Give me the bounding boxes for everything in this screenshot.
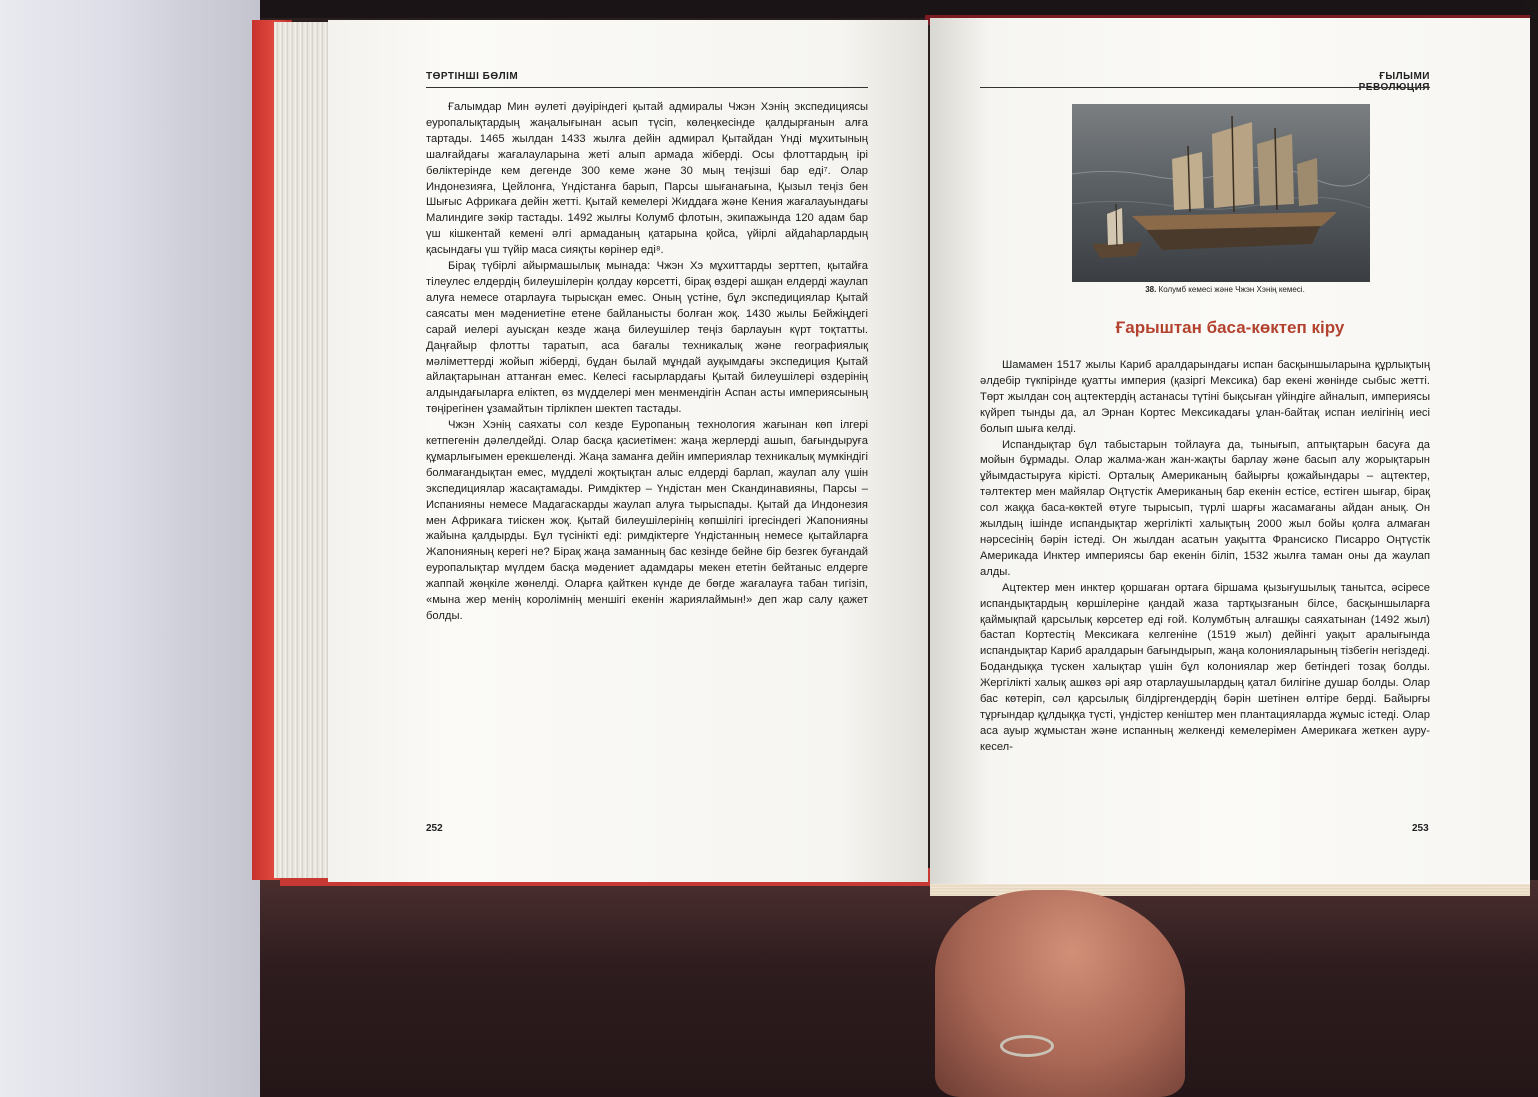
paragraph: Шамамен 1517 жылы Кариб аралдарындағы испан басқыншыларына құрлықтың әлдебір түкпірінде қуатты империя (қазіргі Мексика) бар екені жөнінде сыбыс жетті. Төрт жылдан соң ацтектердің астанасы түтіні бықсыған үйіндіге айналып, империясы күйреп тынды да, ал Эрнан Кортес Мексикадағы ұлан-байтақ испан иелігінің иесі болып шыға келді. — [980, 359, 1430, 435]
page-number-right: 253 — [1412, 823, 1429, 834]
left-page — [328, 20, 928, 882]
page-number-left: 252 — [426, 823, 443, 834]
figure-caption — [1030, 285, 1420, 294]
ring-image — [1000, 1035, 1054, 1057]
paragraph: Ацтектер мен инктер қоршаған ортаға біршама қызығушылық танытса, әсіресе испандықтардың көршілеріне қандай жаза тартқызғанын білсе, басқыншыларға қаймықпай қарсылық көрсетер еді ғой. Колумбтың алғашқы саяхатынан (1492 жыл) бастап Кортестің Мексикаға келгеніне (1519 жыл) дейінгі уақыт аралығында испандықтар Кариб аралдарын бағындырып, жаңа колонияларының тізбегін негіздеді. Бодандыққа түскен халықтар үшін бұл колониялар жер бетіндегі тозақ болды. Жергілікті халық ашкөз әрі аяр отарлаушылардың қатал билігіне душар болды. Олар бас көтеріп, сәл қарсылық білдіргендердің бәрін шетінен өлтіре берді. Байырғы тұрғындар құлдыққа түсті, үндістер кеніштер мен плантацияларда жұмыс істеді. Олар аса ауыр жұмыстан және испанның желкенді кемелерімен Америкаға жеткен ауру-кесел- — [980, 581, 1430, 753]
paragraph: Ғалымдар Мин әулеті дәуіріндегі қытай адмиралы Чжэн Хэнің экспедициясы еуропалықтардың жаңалығынан асып түсіп, көлеңкесінде қалдырғанын алға тартады. 1465 жылдан 1433 жылға дейін адмирал Қытайдан Үнді мұхитының шалғайдағы жағалауларына жеті алып армада жіберді. Осы флоттардың ірі бөліктерінде кем дегенде 300 кеме және 30 мың теңізші бар еді⁷. Олар Индонезияға, Цейлонға, Үндістанға барып, Парсы шығанағына, Қызыл теңіз бен Шығыс Африкаға дейін жетті. Қытай кемелері Жиддаға және Кения жағалауындағы Малиндиге зәкір тастады. 1492 жылғы Колумб флотын, экипажында 120 адам бар үш кішкентай кемені әлгі армаданың қатарына қойса, үйірлі айдаһарлардың қасындағы үш түйір маса сияқты көрінер еді⁸. — [426, 101, 868, 257]
figure-caption-text: Колумб кемесі және Чжэн Хэнің кемесі. — [1158, 285, 1305, 294]
running-head-left: ТӨРТІНШІ БӨЛІМ — [426, 71, 519, 82]
hand-image — [935, 890, 1185, 1097]
right-page — [930, 18, 1530, 884]
background-bottom — [260, 880, 1538, 1097]
section-title: Ғарыштан баса-көктеп кіру — [1115, 318, 1345, 337]
ships-image — [1072, 104, 1370, 282]
running-head-right: ҒЫЛЫМИ — [1379, 71, 1430, 82]
book-page-edges — [274, 22, 328, 878]
paragraph: Чжэн Хэнің саяхаты сол кезде Еуропаның технология жағынан көп ілгері кетпегенін дәлелдейді. Олар басқа қасиетімен: жаңа жерлерді ашып, бағындыруға құмарлығымен ерекшеленді. Жаңа заманға дейін империялар техникалық мүмкіндігі болмағандықтан емес, мүдделі жоқтықтан алыс елдерді барлап, жаулап алу үшін экспедициялар жасақтамады. Римдіктер – Үндістан мен Скандинавияны, Парсы – Испанияны немесе Мадагаскарды жаулап алуға тырыспады. Қытай да Индонезия мен Африкаға тиіскен жоқ. Қытай билеушілерінің көпшілігі іргесіндегі Жапонияны жайына қалдырды. Бұл түсінікті еді: римдіктерге Үндістанның немесе қытайларға Жапонияның керегі не? Бірақ жаңа заманның бас кезінде бейне бір безгек буғандай еуропалықтар мүлдем басқа мәдениет адамдары мекен ететін бейтаныс елдерге жаппай жөңкіле жөнелді. Оларға қайткен күнде де бөгде жағалауға табан тигізіп, «мына жер менің королімнің меншігі екенін жариялаймын!» деп жар салу қажет болды. — [426, 419, 868, 622]
paragraph: Испандықтар бұл табыстарын тойлауға да, тынығып, аптықтарын басуға да мойын бұрмады. Олар жалма-жан жан-жақты барлау және басып алу жорықтарын ұйымдастыруға кірісті. Орталық Американың байырғы қожайындары – ацтектер, тәлтектер мен майялар Оңтүстік Американың бар екенін естісе, естіген шығар, бірақ сол жаққа баса-көктей өтуге тырысып, түрлі шарғы жасамағаны айдан анық. Он жылдың ішінде испандықтар жергілікті халықтың 2000 жыл бойы қолға алмаған нәрсесінің бәрін істеді. Он жылдан асатын уақытта Франсиско Писарро Оңтүстік Америкада Инктер империясы бар екенін біліп, 1532 жылға таман оны да жаулап алды. — [980, 438, 1430, 578]
background-left — [0, 0, 260, 1097]
header-rule — [426, 87, 868, 88]
right-text-column — [980, 358, 1430, 756]
figure-number: 38. — [1145, 285, 1157, 294]
paragraph: Бірақ түбірлі айырмашылық мынада: Чжэн Хэ мұхиттарды зерттеп, қытайға тілеулес елдердің билеушілерін қолдау көрсетті, бірақ өздері ашқан елдерді жаулап алуға немесе отарлауға тырысқан емес. Оның үстіне, бұл экспедициялар Қытай саясаты мен мәдениетіне етене байланысты болған жоқ. 1430 жылы Бейжіңдегі сарай иелері ауысқан кезде жаңа билеушілер теңіз барлауын күрт тоқтатты. Даңғайыр флотты таратып, аса бағалы техникалық және географиялық мәліметтерді жойып жіберді, бұдан былай мұндай ауқымдағы экспедиция Қытай айлақтарынан аттанған емес. Келесі ғасырлардағы Қытай билеушілері өздерінің алдындағыларға еліктеп, өз мүдделері мен менмендігін Аспан асты империясының төңірегінен ұзамайтын тірлікпен шектеп тастады. — [426, 260, 868, 416]
header-rule — [980, 87, 1430, 88]
left-text-column — [426, 100, 868, 625]
ships-illustration — [1072, 104, 1370, 282]
